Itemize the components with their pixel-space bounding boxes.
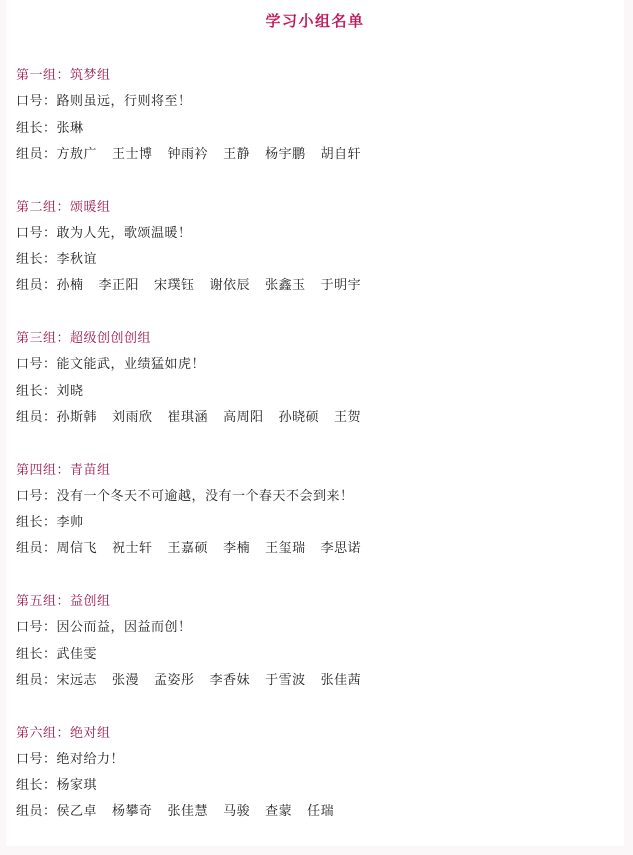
group-member: 孙晓硕 [279,410,320,425]
group-member: 孟姿彤 [154,673,195,688]
group-slogan: 没有一个冬天不可逾越，没有一个春天不会到来！ [57,489,354,504]
group-heading: 第五组：益创组 [16,592,616,618]
group-member: 张鑫玉 [265,278,306,293]
group-heading: 第二组：颂暖组 [16,198,616,224]
group-slogan-line [16,750,616,776]
group-slogan-line [16,487,616,513]
members-label: 组员： [16,673,57,688]
group-heading: 第一组：筑梦组 [16,66,616,92]
group-leader: 武佳雯 [57,647,98,662]
group-member: 马骏 [223,804,250,819]
leader-label: 组长： [16,647,57,662]
slogan-label: 口号： [16,752,57,767]
group-leader: 杨家琪 [57,778,98,793]
members-label: 组员： [16,541,57,556]
group-leader-line [16,119,616,145]
group-slogan: 路则虽远，行则将至！ [57,94,192,109]
group-heading: 第六组：绝对组 [16,724,616,750]
group-member: 高周阳 [223,410,264,425]
document-page [6,0,624,846]
group-member: 于雪波 [265,673,306,688]
group-member: 任瑞 [307,804,334,819]
study-group [16,592,616,724]
group-members-line [16,408,616,434]
members-label: 组员： [16,410,57,425]
slogan-label: 口号： [16,226,57,241]
slogan-label: 口号： [16,489,57,504]
group-members-line [16,671,616,697]
slogan-label: 口号： [16,94,57,109]
group-leader: 李秋谊 [57,252,98,267]
group-member: 李思诺 [321,541,362,556]
group-slogan: 能文能武，业绩猛如虎！ [57,357,206,372]
slogan-label: 口号： [16,620,57,635]
group-slogan: 因公而益，因益而创！ [57,620,192,635]
study-group [16,724,616,855]
group-member: 胡自轩 [321,147,362,162]
group-slogan-line [16,618,616,644]
group-member: 宋远志 [57,673,98,688]
group-member: 孙楠 [57,278,84,293]
leader-label: 组长： [16,252,57,267]
slogan-label: 口号： [16,357,57,372]
members-label: 组员： [16,147,57,162]
group-list [16,66,616,855]
group-member: 于明宇 [321,278,362,293]
group-leader-line [16,645,616,671]
group-member: 李正阳 [99,278,140,293]
group-heading: 第三组：超级创创创组 [16,329,616,355]
group-slogan: 绝对给力！ [57,752,125,767]
leader-label: 组长： [16,121,57,136]
group-member: 崔琪涵 [168,410,209,425]
leader-label: 组长： [16,778,57,793]
group-member: 李香妹 [210,673,251,688]
group-member: 王玺瑞 [265,541,306,556]
group-heading: 第四组：青苗组 [16,461,616,487]
group-members-line [16,276,616,302]
group-member: 王静 [223,147,250,162]
group-member: 侯乙卓 [57,804,98,819]
study-group [16,66,616,198]
group-member: 王嘉硕 [168,541,209,556]
page-title: 学习小组名单 [6,10,624,31]
group-leader-line [16,513,616,539]
study-group [16,461,616,593]
group-slogan-line [16,92,616,118]
study-group [16,198,616,330]
group-member: 杨宇鹏 [265,147,306,162]
group-member: 王贺 [334,410,361,425]
group-slogan-line [16,224,616,250]
group-member: 谢依辰 [210,278,251,293]
group-member: 宋璞钰 [154,278,195,293]
group-member: 查蒙 [265,804,292,819]
group-member: 张佳茜 [321,673,362,688]
group-leader-line [16,776,616,802]
group-members-line [16,539,616,565]
group-member: 张佳慧 [168,804,209,819]
group-leader: 刘晓 [57,384,84,399]
group-member: 祝士轩 [112,541,153,556]
group-members-line [16,802,616,828]
group-leader: 张琳 [57,121,84,136]
group-leader-line [16,250,616,276]
study-group [16,329,616,461]
group-leader: 李帅 [57,515,84,530]
group-members-line [16,145,616,171]
members-label: 组员： [16,278,57,293]
leader-label: 组长： [16,515,57,530]
group-slogan: 敢为人先，歌颂温暖！ [57,226,192,241]
group-member: 孙斯韩 [57,410,98,425]
group-leader-line [16,382,616,408]
group-member: 王士博 [112,147,153,162]
group-slogan-line [16,355,616,381]
members-label: 组员： [16,804,57,819]
group-member: 周信飞 [57,541,98,556]
group-member: 张漫 [112,673,139,688]
leader-label: 组长： [16,384,57,399]
group-member: 刘雨欣 [112,410,153,425]
group-member: 杨攀奇 [112,804,153,819]
group-member: 方敖广 [57,147,98,162]
group-member: 李楠 [223,541,250,556]
group-member: 钟雨衿 [168,147,209,162]
